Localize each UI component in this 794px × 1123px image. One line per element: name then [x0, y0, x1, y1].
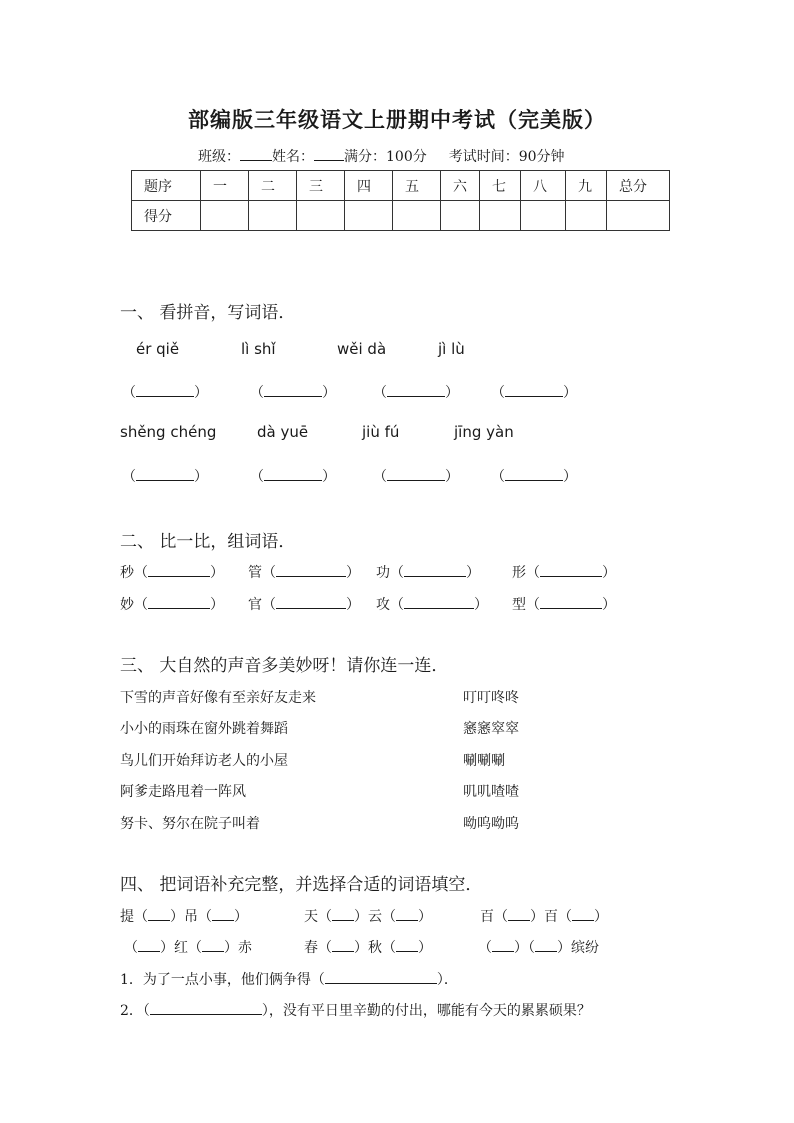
section-4-title: 四、 把词语补充完整，并选择合适的词语填空．	[120, 875, 483, 895]
answer-blank[interactable]: （ ）	[250, 469, 336, 485]
score-header-cell: 四	[345, 171, 393, 201]
score-cell[interactable]	[249, 201, 297, 231]
score-table-score-row	[132, 201, 670, 231]
section-1-title: 一、 看拼音，写词语．	[120, 303, 296, 323]
idiom-fill[interactable]: 春（ ）秋（ ）	[304, 940, 432, 956]
score-header-cell: 八	[521, 171, 566, 201]
compare-item[interactable]: 功（ ）	[376, 565, 480, 581]
score-header-cell: 总分	[607, 171, 670, 201]
idiom-fill[interactable]: 提（ ）吊（ ）	[120, 909, 248, 925]
answer-blank[interactable]: （ ）	[373, 385, 459, 401]
score-header-cell: 题序	[132, 171, 201, 201]
match-left-item[interactable]: 下雪的声音好像有至亲好友走来	[120, 690, 316, 706]
answer-blank[interactable]: （ ）	[491, 469, 577, 485]
idiom-fill[interactable]: （ ）红（ ）赤	[124, 940, 252, 956]
class-label: 班级：	[198, 149, 240, 165]
question-2[interactable]: 2．（ ），没有平日里辛勤的付出，哪能有今天的累累硕果？	[120, 1003, 591, 1019]
pinyin: lì shǐ	[241, 340, 276, 358]
pinyin: dà yuē	[257, 423, 309, 441]
idiom-fill[interactable]: 天（ ）云（ ）	[304, 909, 432, 925]
compare-item[interactable]: 攻（ ）	[376, 597, 488, 613]
score-cell[interactable]	[566, 201, 607, 231]
score-header-cell: 五	[393, 171, 441, 201]
compare-item[interactable]: 官（ ）	[248, 597, 360, 613]
compare-item[interactable]: 型（ ）	[512, 597, 616, 613]
score-cell[interactable]	[441, 201, 480, 231]
idiom-fill[interactable]: 百（ ）百（ ）	[480, 909, 608, 925]
score-cell[interactable]	[393, 201, 441, 231]
score-table	[131, 170, 670, 231]
pinyin: ér qiě	[136, 340, 180, 358]
match-left-item[interactable]: 阿爹走路甩着一阵风	[120, 784, 246, 800]
score-cell[interactable]	[297, 201, 345, 231]
match-right-item[interactable]: 呦呜呦呜	[463, 816, 519, 832]
idiom-fill[interactable]: （ ）（ ）缤纷	[478, 940, 599, 956]
match-left-item[interactable]: 鸟儿们开始拜访老人的小屋	[120, 753, 288, 769]
exam-info	[198, 146, 565, 166]
score-cell[interactable]	[345, 201, 393, 231]
compare-item[interactable]: 妙（ ）	[120, 597, 224, 613]
compare-item[interactable]: 管（ ）	[248, 565, 360, 581]
match-right-item[interactable]: 唰唰唰	[463, 753, 505, 769]
class-blank[interactable]	[240, 146, 272, 161]
score-cell[interactable]	[521, 201, 566, 231]
compare-item[interactable]: 形（ ）	[512, 565, 616, 581]
score-header-cell: 二	[249, 171, 297, 201]
score-row-label: 得分	[132, 201, 201, 231]
answer-blank[interactable]: （ ）	[122, 385, 208, 401]
answer-blank[interactable]: （ ）	[373, 469, 459, 485]
score-header-cell: 六	[441, 171, 480, 201]
answer-blank[interactable]: （ ）	[122, 469, 208, 485]
score-cell[interactable]	[480, 201, 521, 231]
answer-blank[interactable]: （ ）	[491, 385, 577, 401]
pinyin: wěi dà	[337, 340, 387, 358]
match-right-item[interactable]: 叽叽喳喳	[463, 784, 519, 800]
full-score: 满分：100分	[344, 149, 427, 165]
match-left-item[interactable]: 小小的雨珠在窗外跳着舞蹈	[120, 721, 288, 737]
match-right-item[interactable]: 窸窸窣窣	[463, 721, 519, 737]
score-header-cell: 七	[480, 171, 521, 201]
score-header-cell: 一	[201, 171, 249, 201]
name-blank[interactable]	[314, 146, 344, 161]
section-3-title: 三、 大自然的声音多美妙呀！请你连一连．	[120, 656, 449, 676]
section-2-title: 二、 比一比，组词语．	[120, 532, 296, 552]
pinyin: shěng chéng	[120, 423, 217, 441]
pinyin: jīng yàn	[454, 423, 514, 441]
exam-time: 考试时间：90分钟	[448, 149, 565, 165]
match-left-item[interactable]: 努卡、努尔在院子叫着	[120, 816, 260, 832]
score-cell[interactable]	[201, 201, 249, 231]
answer-blank[interactable]: （ ）	[250, 385, 336, 401]
name-label: 姓名：	[272, 149, 314, 165]
page-title: 部编版三年级语文上册期中考试（完美版）	[188, 107, 606, 132]
pinyin: jiù fú	[362, 423, 400, 441]
score-table-header-row	[132, 171, 670, 201]
question-1[interactable]: 1．为了一点小事，他们俩争得（ ）．	[120, 972, 458, 988]
compare-item[interactable]: 秒（ ）	[120, 565, 224, 581]
pinyin: jì lù	[438, 340, 465, 358]
score-header-cell: 三	[297, 171, 345, 201]
score-header-cell: 九	[566, 171, 607, 201]
match-right-item[interactable]: 叮叮咚咚	[463, 690, 519, 706]
score-cell[interactable]	[607, 201, 670, 231]
